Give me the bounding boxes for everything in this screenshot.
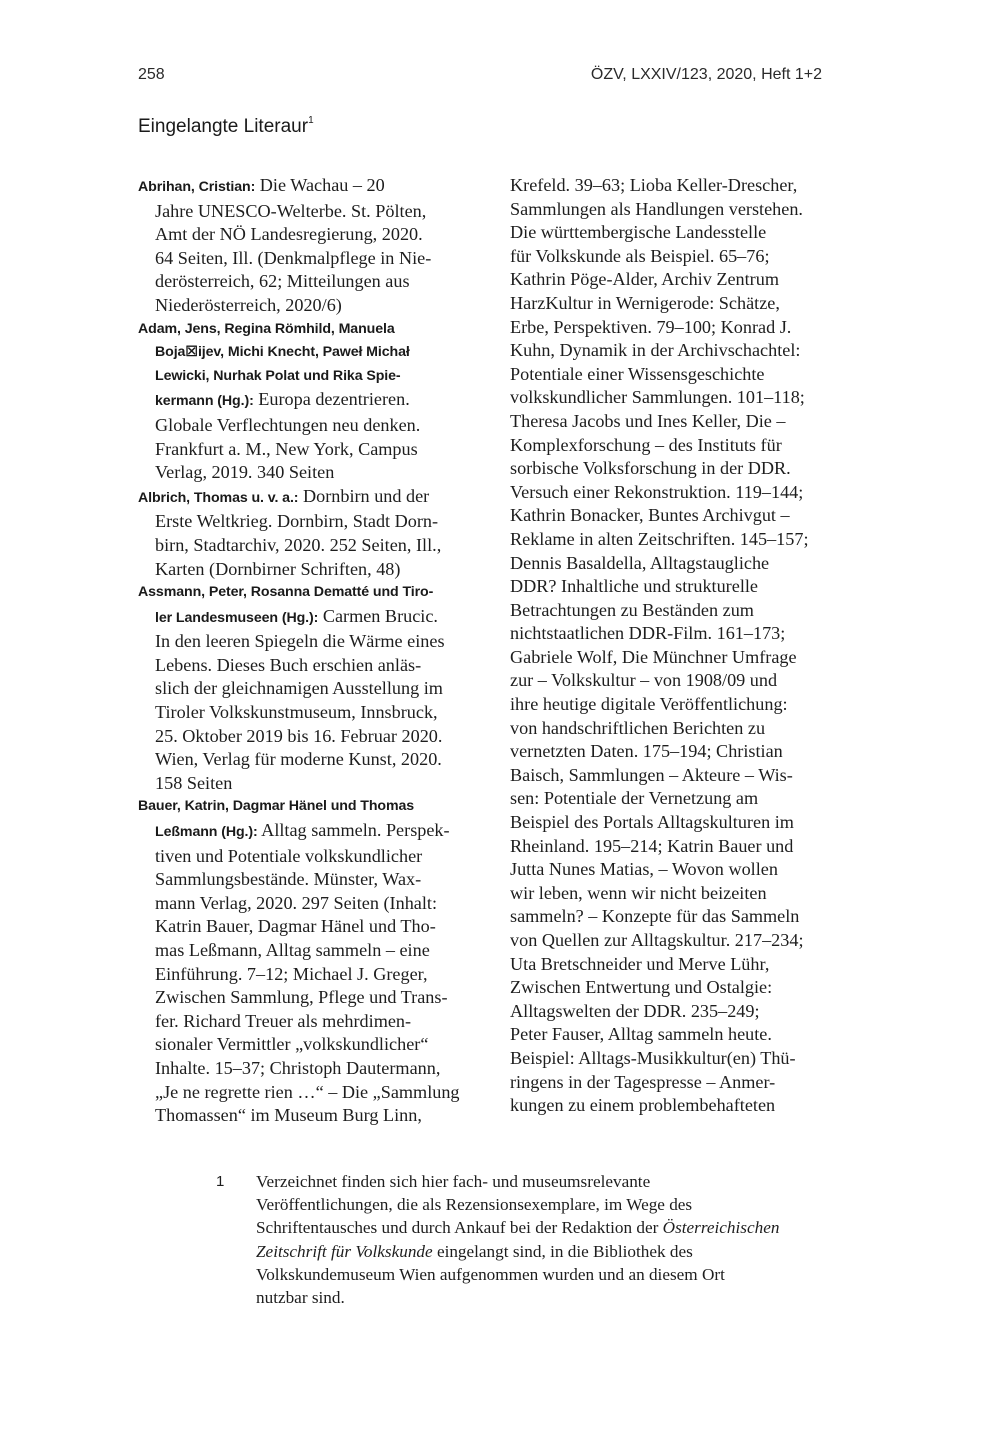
footnote-line: Verzeichnet finden sich hier fach- und museumsrelevante [256,1172,651,1191]
footnote-text-plain: eingelangt sind, in die Bibliothek des [432,1241,693,1261]
continued-entry-line: Kathrin Bonacker, Buntes Archivgut – [510,505,790,526]
continued-entry-line: zur – Volkskultur – von 1908/09 und [510,670,778,691]
entry-line: Tiroler Volkskunstmuseum, Innsbruck, [155,702,438,723]
page-title [138,116,314,138]
entry-text: Alltag sammeln. Perspek- [257,820,450,841]
footnote-number: 1 [216,1173,225,1190]
entry-line [138,485,473,511]
entry-text: Europa dezentrieren. [253,389,410,410]
page-title-text: Eingelangte Literaur [138,116,309,137]
continued-entry-line: ringens in der Tagespresse – Anmer- [510,1071,776,1092]
entry-line: Inhalte. 15–37; Christoph Dautermann, [155,1057,441,1078]
entry-line [155,605,473,631]
entry-line: Zwischen Sammlung, Pflege und Trans- [155,987,448,1008]
page-number: 258 [138,66,165,83]
entry-text: Die Wachau – 20 [255,175,385,195]
continued-entry-line: für Volkskunde als Beispiel. 65–76; [510,245,770,266]
entry-line: Erste Weltkrieg. Dornbirn, Stadt Dorn- [155,511,439,532]
entry-line [138,174,473,200]
entry-author: Boja☒ijev, Michi Knecht, Paweł Michał [155,344,410,361]
entry-line: slich der gleichnamigen Ausstellung im [155,678,443,699]
continued-entry-line: Peter Fauser, Alltag sammeln heute. [510,1024,772,1045]
footnote-line: nutzbar sind. [256,1288,345,1308]
right-column [510,174,840,1118]
continued-entry-line: Sammlungen als Handlungen verstehen. [510,198,803,219]
entry-line [155,388,473,414]
continued-entry-line: von Quellen zur Alltagskultur. 217–234; [510,930,804,950]
running-head [138,62,822,88]
journal-citation: ÖZV, LXXIV/123, 2020, Heft 1+2 [590,66,822,83]
continued-entry-line: Dennis Basaldella, Alltagstaugliche [510,552,770,573]
continued-entry-line: Betrachtungen zu Beständen zum [510,599,754,620]
footnote-line: Veröffentlichungen, die als Rezensionsexemplare, im Wege des [256,1195,693,1215]
footnote-text [256,1170,846,1309]
continued-entry-line: Theresa Jacobs und Ines Keller, Die – [510,410,786,431]
bibliography-entry [138,485,473,581]
entry-line: In den leeren Spiegeln die Wärme eines [155,631,445,652]
entry-author: Bauer, Katrin, Dagmar Hänel und Thomas [138,798,415,815]
entry-line: Karten (Dornbirner Schriften, 48) [155,558,401,579]
entry-line: Amt der NÖ Landesregierung, 2020. [155,224,423,245]
continued-entry-line: Kuhn, Dynamik in der Archivschachtel: [510,340,801,361]
footnote-text-plain: Schriftentausches und durch Ankauf bei der Redaktion der [256,1218,663,1238]
entry-text: Dornbirn und der [298,485,430,506]
continued-entry-line: HarzKultur in Wernigerode: Schätze, [510,292,780,313]
bibliography-entry [138,174,473,318]
entry-line: 64 Seiten, Ill. (Denkmalpflege in Nie- [155,247,432,268]
continued-entry-line: Alltagswelten der DDR. 235–249; [510,1000,760,1021]
entry-line: Niederösterreich, 2020/6) [155,294,342,315]
entry-author: kermann (Hg.): [155,393,254,410]
continued-entry-line: Potentiale einer Wissensgeschichte [510,363,765,384]
continued-entry-line: Beispiel des Portals Alltagskulturen im [510,812,794,833]
entry-line: birn, Stadtarchiv, 2020. 252 Seiten, Ill., [155,534,442,555]
entry-line: derösterreich, 62; Mitteilungen aus [155,271,410,292]
entry-author: Lewicki, Nurhak Polat und Rika Spie- [155,367,401,384]
entry-author: Leßmann (Hg.): [155,824,258,841]
continued-entry-line: sorbische Volksforschung in der DDR. [510,458,791,479]
entry-author: Adam, Jens, Regina Römhild, Manuela [138,320,395,337]
continued-entry-line: Uta Bretschneider und Merve Lühr, [510,953,770,974]
continued-entry-line: sammeln? – Konzepte für das Sammeln [510,906,800,927]
entry-line: Globale Verflechtungen neu denken. [155,414,421,435]
continued-entry-line: Erbe, Perspektiven. 79–100; Konrad J. [510,316,792,337]
continued-entry-line: Beispiel: Alltags-Musikkultur(en) Thü- [510,1047,796,1068]
continued-entry-line: Die württembergische Landesstelle [510,222,767,243]
bibliography-entry [138,795,473,1127]
entry-author: ler Landesmuseen (Hg.): [155,609,319,626]
entry-line: „Je ne regrette rien …“ – Die „Sammlung [155,1081,460,1102]
entry-line: fer. Richard Treuer als mehrdimen- [155,1010,412,1031]
entry-line: Einführung. 7–12; Michael J. Greger, [155,963,428,984]
continued-entry-line: Reklame in alten Zeitschriften. 145–157; [510,528,809,549]
continued-entry-line: Gabriele Wolf, Die Münchner Umfrage [510,646,797,667]
continued-entry-line: Krefeld. 39–63; Lioba Keller-Drescher, [510,175,798,195]
entry-line: sionaler Vermittler „volkskundlicher“ [155,1034,429,1055]
entry-line: Lebens. Dieses Buch erschien anläs- [155,654,422,675]
continued-entry-line: ihre heutige digitale Veröffentlichung: [510,694,788,715]
entry-text: Carmen Brucic. [318,605,438,626]
continued-entry-line: DDR? Inhaltliche und strukturelle [510,576,758,597]
footnote-line [256,1240,846,1263]
entry-line: Katrin Bauer, Dagmar Hänel und Tho- [155,916,436,937]
entry-author: Albrich, Thomas u. v. a.: [138,489,299,506]
continued-entry-line: Zwischen Entwertung und Ostalgie: [510,977,773,998]
entry-line: Verlag, 2019. 340 Seiten [155,462,335,483]
bibliography-entry [138,318,473,485]
continued-entry-line: Baisch, Sammlungen – Akteure – Wis- [510,764,793,785]
entry-line: Frankfurt a. M., New York, Campus [155,438,418,459]
continued-entry-line: nichtstaatlichen DDR-Film. 161–173; [510,623,786,644]
journal-title-italic: Zeitschrift für Volkskunde [256,1241,433,1261]
continued-entry-line: Versuch einer Rekonstruktion. 119–144; [510,481,804,502]
continued-entry-line: Jutta Nunes Matias, – Wovon wollen [510,859,778,880]
bibliography-entry [138,581,473,795]
entry-line [155,819,473,845]
continued-entry-line: wir leben, wenn wir nicht beizeiten [510,882,767,903]
continued-entry-line: Rheinland. 195–214; Katrin Bauer und [510,835,794,856]
footnote-marker: 1 [308,114,314,126]
entry-line: 25. Oktober 2019 bis 16. Februar 2020. [155,725,443,746]
entry-line: Jahre UNESCO-Welterbe. St. Pölten, [155,200,427,221]
entry-author: Assmann, Peter, Rosanna Dematté und Tiro- [138,584,434,601]
footnote-line: Volkskundemuseum Wien aufgenommen wurden und an diesem Ort [256,1264,725,1284]
entry-line: Sammlungsbestände. Münster, Wax- [155,869,422,890]
continued-entry-line: sen: Potentiale der Vernetzung am [510,788,759,809]
continued-entry-line: kungen zu einem problembehafteten [510,1095,776,1116]
journal-title-italic: Österreichischen [662,1218,780,1238]
entry-line: Thomassen“ im Museum Burg Linn, [155,1105,422,1126]
continued-entry-line: Kathrin Pöge-Alder, Archiv Zentrum [510,269,779,290]
footnote-line [256,1216,846,1239]
continued-entry-line: Komplexforschung – des Instituts für [510,434,782,455]
entry-line: tiven und Potentiale volkskundlicher [155,845,423,866]
entry-line: mann Verlag, 2020. 297 Seiten (Inhalt: [155,892,438,913]
entry-author: Abrihan, Cristian: [138,179,256,195]
continued-entry-line: volkskundlicher Sammlungen. 101–118; [510,387,805,408]
left-column [138,174,473,1128]
entry-line: mas Leßmann, Alltag sammeln – eine [155,940,430,960]
continued-entry-line: vernetzten Daten. 175–194; Christian [510,741,783,762]
entry-line: 158 Seiten [155,772,233,793]
entry-line: Wien, Verlag für moderne Kunst, 2020. [155,749,442,770]
continued-entry-line: von handschriftlichen Berichten zu [510,717,766,738]
